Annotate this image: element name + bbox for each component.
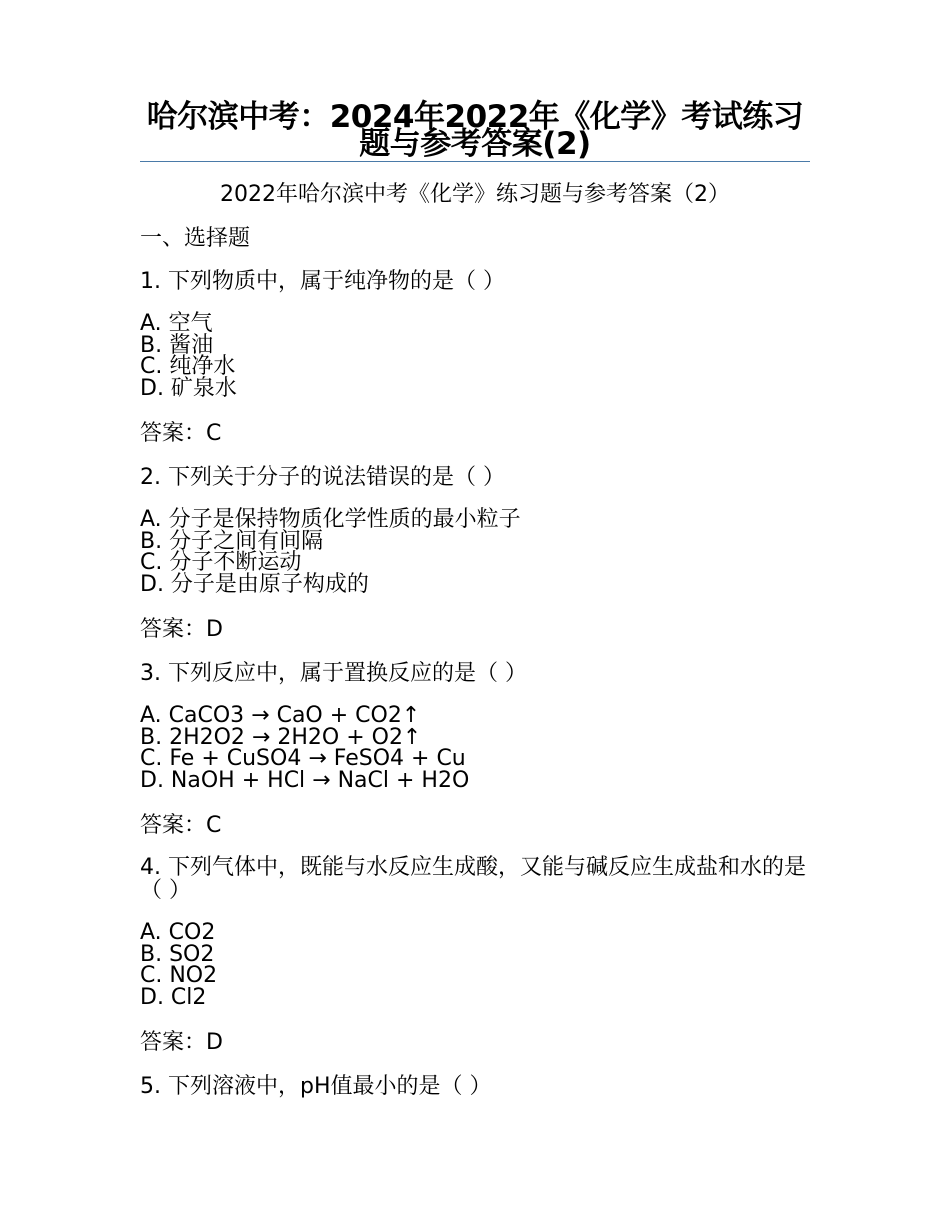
- option: B. SO2: [140, 941, 215, 967]
- option: D. 矿泉水: [140, 375, 237, 401]
- option: D. Cl2: [140, 984, 207, 1010]
- section-heading: 一、选择题: [140, 226, 251, 251]
- question-stem: 4. 下列气体中，既能与水反应生成酸，又能与碱反应生成盐和水的是（ ）: [140, 855, 806, 903]
- option: D. NaOH + HCl → NaCl + H2O: [140, 767, 470, 793]
- document-subtitle: 2022年哈尔滨中考《化学》练习题与参考答案（2）: [220, 182, 730, 207]
- title-underline: [140, 161, 810, 162]
- option: B. 酱油: [140, 332, 214, 358]
- answer: 答案：C: [140, 813, 222, 838]
- option-list: [140, 509, 521, 595]
- option: A. 空气: [140, 311, 213, 336]
- option: B. 分子之间有间隔: [140, 528, 324, 554]
- question-stem: 1. 下列物质中，属于纯净物的是（ ）: [140, 269, 505, 294]
- option: B. 2H2O2 → 2H2O + O2↑: [140, 724, 422, 750]
- answer: 答案：D: [140, 617, 223, 642]
- option-list: [140, 313, 237, 399]
- option: C. Fe + CuSO4 → FeSO4 + Cu: [140, 746, 466, 771]
- document-title: 哈尔滨中考：2024年2022年《化学》考试练习题与参考答案(2): [146, 99, 804, 162]
- option: A. CaCO3 → CaO + CO2↑: [140, 703, 421, 728]
- option: A. CO2: [140, 920, 216, 945]
- option-list: [140, 922, 217, 1008]
- option: D. 分子是由原子构成的: [140, 571, 369, 597]
- question-stem: 3. 下列反应中，属于置换反应的是（ ）: [140, 661, 527, 686]
- answer: 答案：D: [140, 1030, 223, 1055]
- question-stem: 2. 下列关于分子的说法错误的是（ ）: [140, 465, 505, 490]
- option: C. NO2: [140, 963, 218, 988]
- option: A. 分子是保持物质化学性质的最小粒子: [140, 507, 521, 532]
- answer: 答案：C: [140, 421, 222, 446]
- option: C. 分子不断运动: [140, 550, 302, 575]
- question-stem: 5. 下列溶液中，pH值最小的是（ ）: [140, 1074, 492, 1099]
- option: C. 纯净水: [140, 354, 236, 379]
- option-list: [140, 705, 469, 791]
